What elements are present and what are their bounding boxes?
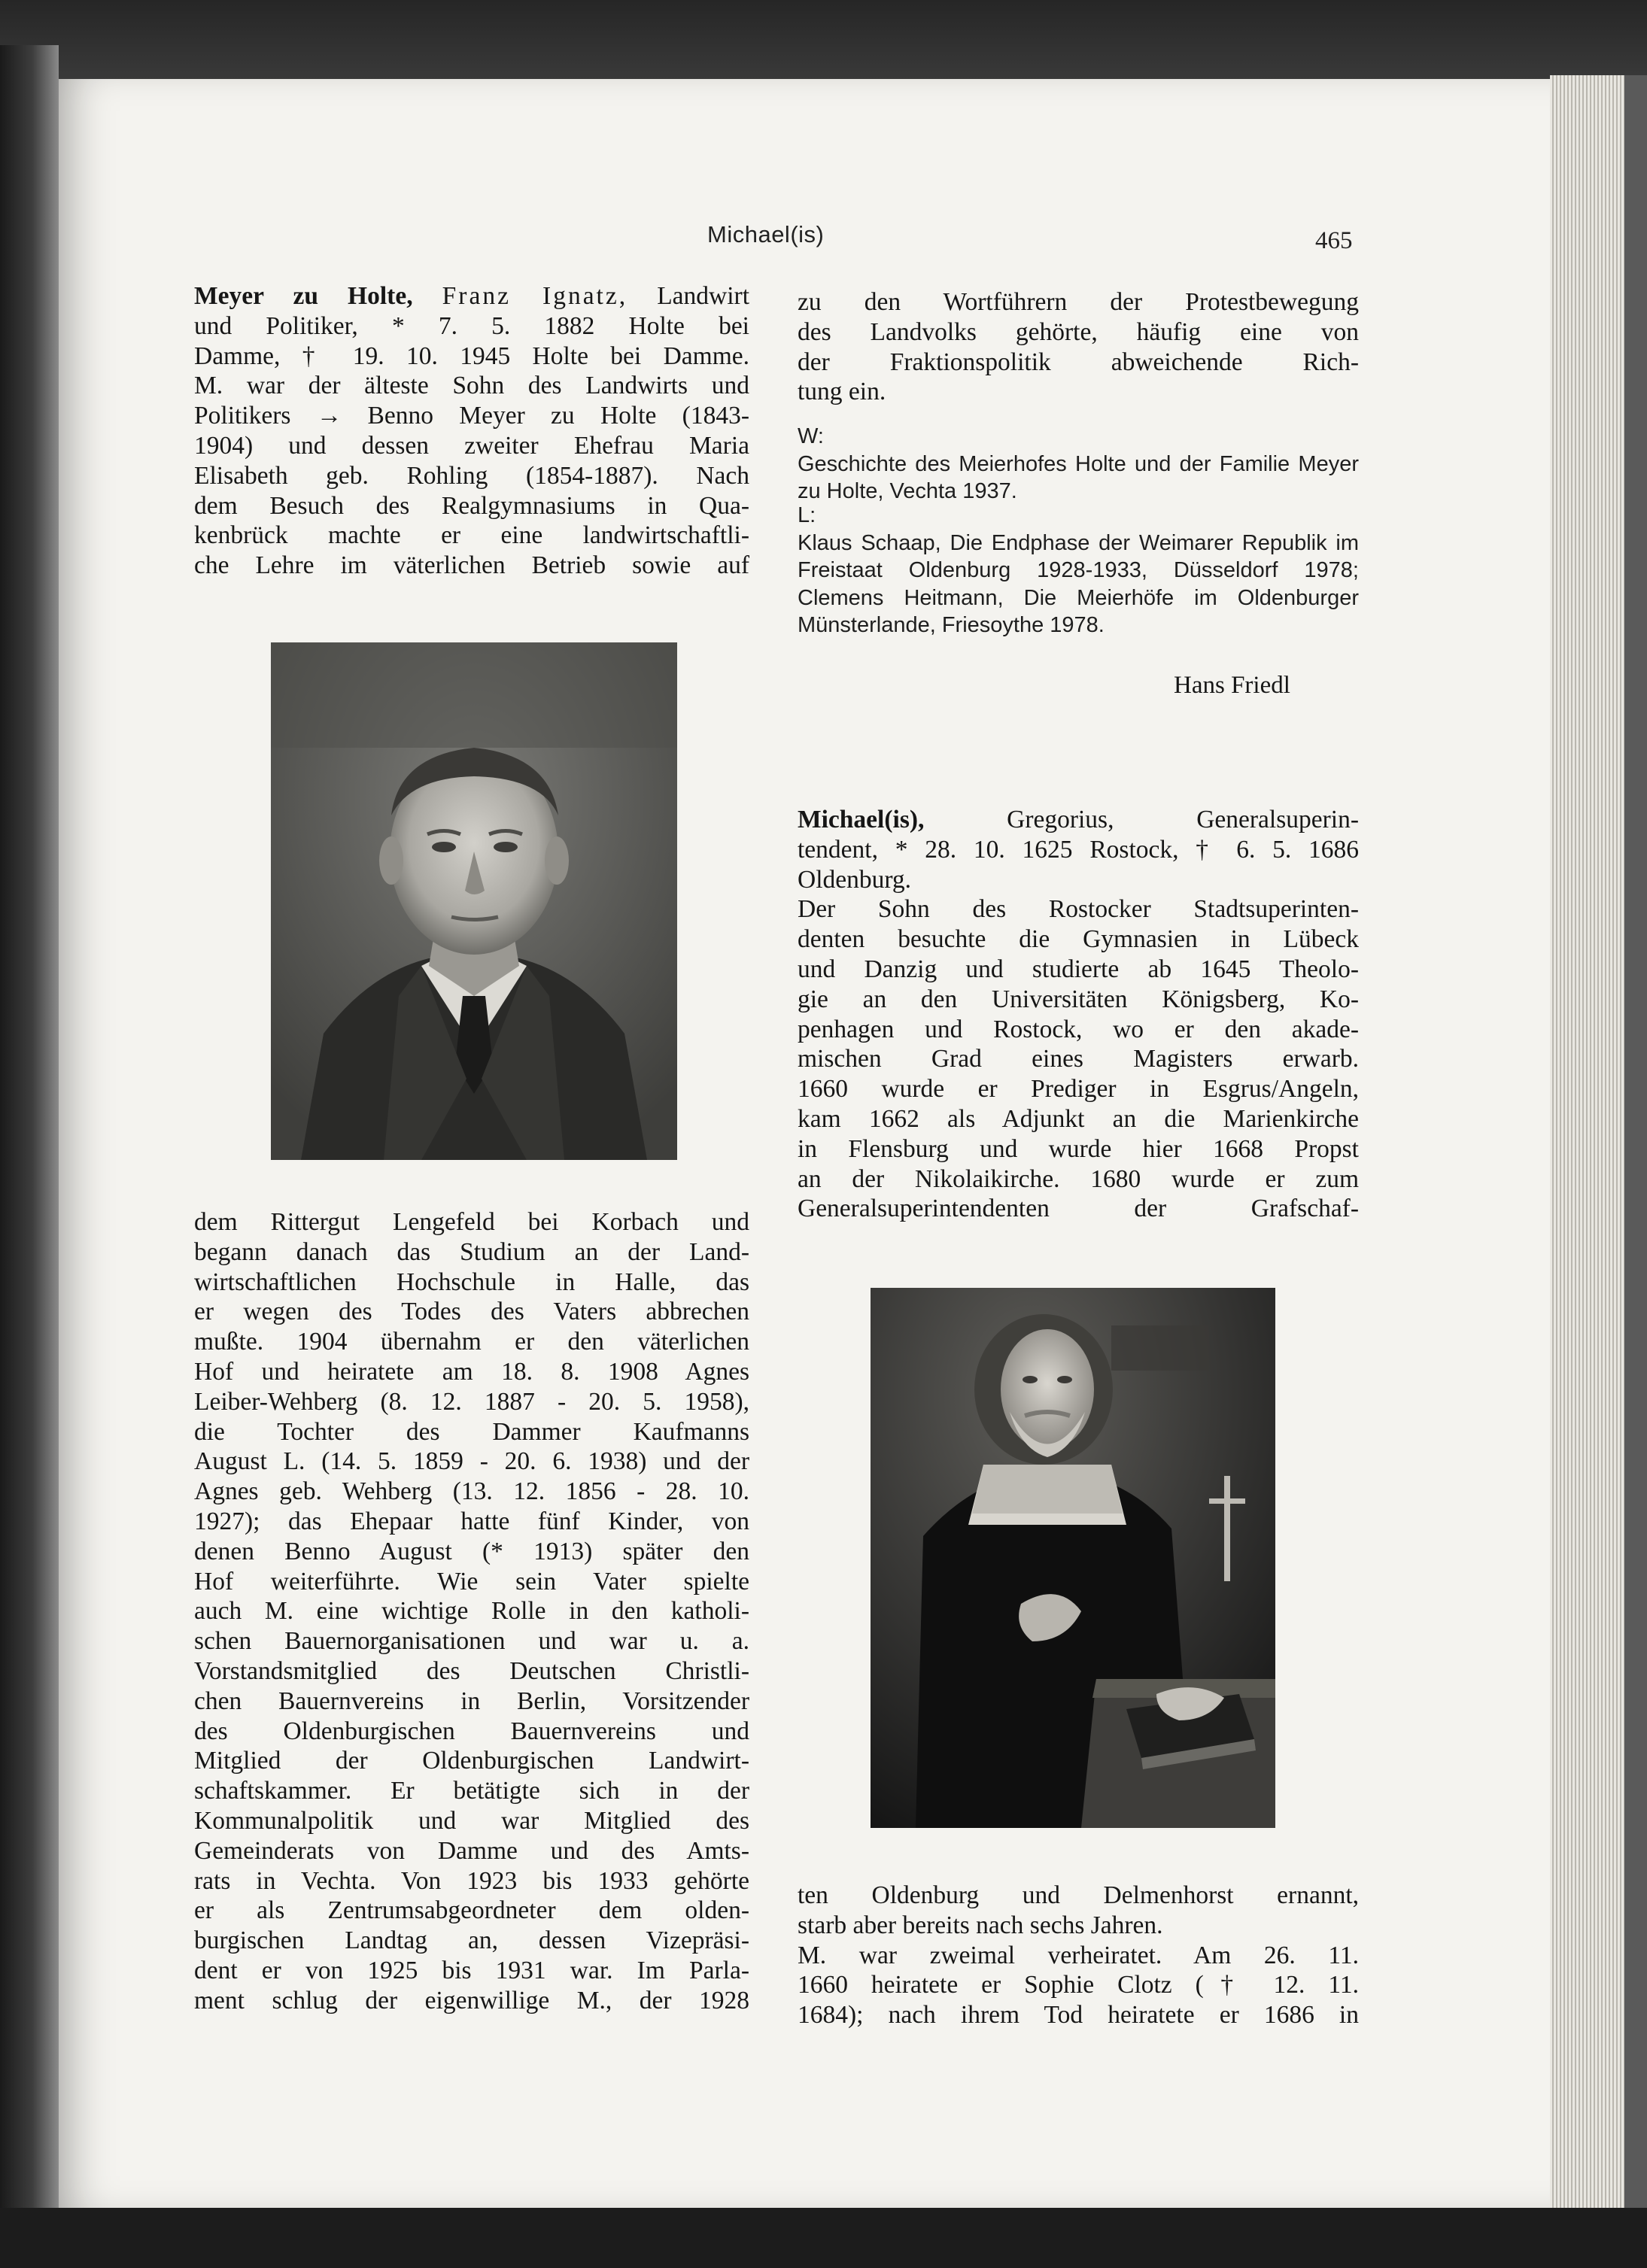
text-line: 1904) und dessen zweiter Ehefrau Maria [194, 431, 749, 460]
page-number: 465 [1315, 227, 1353, 254]
portrait-photo-meyer [271, 642, 677, 1160]
text-line: die Tochter des Dammer Kaufmanns [194, 1417, 749, 1446]
meyer-entry-body [194, 1207, 749, 2016]
text-line: August L. (14. 5. 1859 - 20. 6. 1938) und der [194, 1447, 749, 1476]
michael-entry-body [798, 1881, 1359, 2030]
lemma-meyer: Meyer zu Holte, [194, 282, 413, 310]
text-line: M. war zweimal verheiratet. Am 26. 11. [798, 1941, 1359, 1969]
works-label: W: [798, 424, 824, 448]
literature-section [798, 502, 1359, 639]
text-line: Politikers → Benno Meyer zu Holte (1843- [194, 402, 749, 430]
book-spine-left [0, 45, 59, 2212]
portrait-painting-michael [871, 1288, 1275, 1828]
text-line [798, 805, 1359, 835]
text-line: chen Bauernvereins in Berlin, Vorsitzender [194, 1687, 749, 1715]
text-line: an der Nikolaikirche. 1680 wurde er zum [798, 1164, 1359, 1193]
text-line: der Fraktionspolitik abweichende Rich- [798, 348, 1359, 376]
text-line: Damme, † 19. 10. 1945 Holte bei Damme. [194, 342, 749, 370]
literature-text: Klaus Schaap, Die Endphase der Weimarer Republik im Freistaat Oldenburg 1928-1933, Düsseldorf 1978; Clemens Heitmann, Die Meierhöfe im Oldenburger Münsterlande, Friesoythe 1978. [798, 530, 1359, 637]
scanner-background-bottom [0, 2208, 1647, 2268]
text-line: Oldenburg. [798, 865, 912, 894]
text-line: dem Rittergut Lengefeld bei Korbach und [194, 1208, 749, 1236]
text-line [194, 281, 749, 311]
text-fragment: Landwirt [657, 282, 750, 310]
text-line: er als Zentrumsabgeordneter dem olden- [194, 1896, 749, 1925]
text-line: er wegen des Todes des Vaters abbrechen [194, 1298, 749, 1326]
text-line: Mitglied der Oldenburgischen Landwirt- [194, 1747, 749, 1775]
michael-entry-intro [798, 805, 1359, 1224]
given-names: Franz Ignatz, [442, 282, 628, 310]
text-line: Kommunalpolitik und war Mitglied des [194, 1806, 749, 1835]
text-line: und Politiker, * 7. 5. 1882 Holte bei [194, 311, 749, 340]
text-line: schaftskammer. Er betätigte sich in der [194, 1777, 749, 1805]
text-line: wirtschaftlichen Hochschule in Halle, das [194, 1268, 749, 1296]
text-line: denen Benno August (* 1913) später den [194, 1537, 749, 1565]
text-line: des Landvolks gehörte, häufig eine von [798, 317, 1359, 346]
text-line: gie an den Universitäten Königsberg, Ko- [798, 985, 1359, 1013]
text-line: ten Oldenburg und Delmenhorst ernannt, [798, 1881, 1359, 1909]
page-edges [1550, 75, 1647, 2208]
text-line: und Danzig und studierte ab 1645 Theolo- [798, 955, 1359, 983]
meyer-entry-intro [194, 281, 749, 581]
text-line: 1927); das Ehepaar hatte fünf Kinder, von [194, 1507, 749, 1535]
text-line: denten besuchte die Gymnasien in Lübeck [798, 925, 1359, 954]
text-fragment: Gregorius, Generalsuperin- [1007, 806, 1359, 833]
text-line: burgischen Landtag an, dessen Vizepräsi- [194, 1926, 749, 1955]
text-line: schen Bauernorganisationen und war u. a. [194, 1627, 749, 1656]
works-section [798, 423, 1359, 506]
text-line: Vorstandsmitglied des Deutschen Christli- [194, 1656, 749, 1685]
text-line: M. war der älteste Sohn des Landwirts und [194, 372, 749, 400]
text-line: begann danach das Studium an der Land- [194, 1237, 749, 1266]
text-line: starb aber bereits nach sechs Jahren. [798, 1911, 1163, 1939]
text-line: in Flensburg und wurde hier 1668 Propst [798, 1134, 1359, 1163]
text-line: 1684); nach ihrem Tod heiratete er 1686 in [798, 2001, 1359, 2030]
text-line: dent er von 1925 bis 1931 war. Im Parla- [194, 1956, 749, 1984]
entry-author: Hans Friedl [1174, 672, 1290, 699]
scanner-background-top [0, 0, 1647, 83]
text-line: des Oldenburgischen Bauernvereins und [194, 1717, 749, 1745]
literature-label: L: [798, 503, 816, 527]
text-line: kam 1662 als Adjunkt an die Marienkirche [798, 1104, 1359, 1133]
text-line: auch M. eine wichtige Rolle in den katholi- [194, 1597, 749, 1626]
text-line: ment schlug der eigenwillige M., der 1928 [194, 1986, 749, 2014]
text-line: tendent, * 28. 10. 1625 Rostock, † 6. 5. 1686 [798, 835, 1359, 864]
works-text: Geschichte des Meierhofes Holte und der Familie Meyer zu Holte, Vechta 1937. [798, 451, 1359, 503]
text-line: rats in Vechta. Von 1923 bis 1933 gehörte [194, 1866, 749, 1895]
text-line: tung ein. [798, 378, 886, 406]
text-line: Der Sohn des Rostocker Stadtsuperinten- [798, 895, 1359, 924]
running-head: Michael(is) [707, 221, 825, 247]
text-line: mußte. 1904 übernahm er den väterlichen [194, 1328, 749, 1356]
text-line: 1660 heiratete er Sophie Clotz († 12. 11. [798, 1971, 1359, 1999]
text-line: mischen Grad eines Magisters erwarb. [798, 1045, 1359, 1073]
text-line: dem Besuch des Realgymnasiums in Qua- [194, 491, 749, 520]
lemma-michael: Michael(is), [798, 806, 925, 833]
text-line: Agnes geb. Wehberg (13. 12. 1856 - 28. 10. [194, 1477, 749, 1506]
text-line: 1660 wurde er Prediger in Esgrus/Angeln, [798, 1075, 1359, 1104]
meyer-entry-end [798, 287, 1359, 407]
text-line: Hof weiterführte. Wie sein Vater spielte [194, 1567, 749, 1595]
text-line: Elisabeth geb. Rohling (1854-1887). Nach [194, 461, 749, 490]
text-line: Gemeinderats von Damme und des Amts- [194, 1836, 749, 1865]
text-line: Generalsuperintendenten der Grafschaf- [798, 1195, 1359, 1223]
text-line: che Lehre im väterlichen Betrieb sowie auf [194, 551, 749, 580]
text-line: zu den Wortführern der Protestbewegung [798, 288, 1359, 316]
text-line: kenbrück machte er eine landwirtschaftli- [194, 521, 749, 550]
text-line: Leiber-Wehberg (8. 12. 1887 - 20. 5. 1958), [194, 1387, 749, 1416]
text-line: penhagen und Rostock, wo er den akade- [798, 1015, 1359, 1043]
text-line: Hof und heiratete am 18. 8. 1908 Agnes [194, 1357, 749, 1386]
